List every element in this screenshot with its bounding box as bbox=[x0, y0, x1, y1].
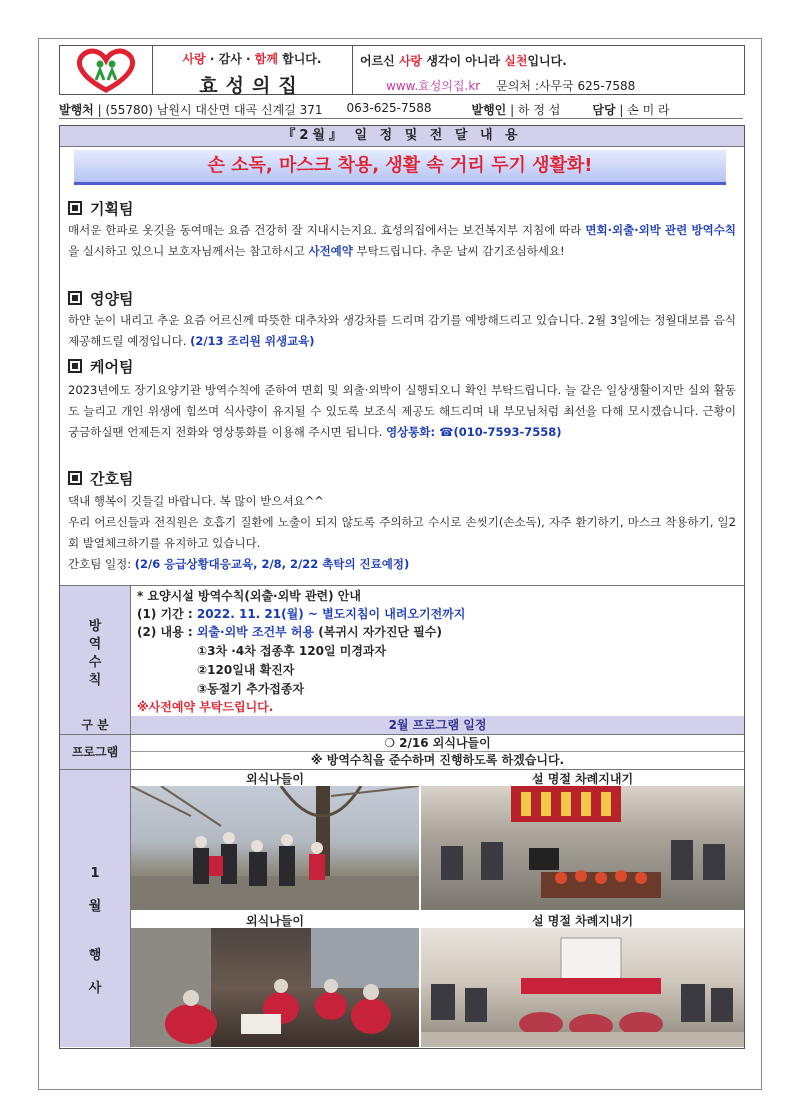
events-label-act: 행 bbox=[88, 948, 102, 963]
text: 매서운 한파로 옷깃을 동여매는 요즘 건강히 잘 지내시는지요. 효성의집에서는 보건복지부 지침에 따라 bbox=[68, 223, 586, 237]
schedule-title: 『2월』 일 정 및 전 달 내 용 bbox=[60, 126, 744, 147]
motto-a: 어르신 bbox=[360, 54, 399, 68]
contact-info: 문의처 :사무국 625-7588 bbox=[496, 79, 636, 93]
text: 2023년에도 장기요양기관 방역수칙에 준하여 면회 및 외출·외박이 실행되오니 확인 부탁드립니다. 늘 같은 일상생활이지만 실외 활동도 늘리고 개인 위생에 힘쓰며 식사량이 유지될 수 있도록 보조식 제공도 해드리며 내 부모님처럼 최선을 다해 모시겠습니다. 근황이 궁금하실땐 언제든지 전화와 영상통화를 이용해 주시면 됩니다. bbox=[68, 383, 736, 439]
slogan-love: 사랑 bbox=[182, 52, 206, 66]
publisher-address: | (55780) 남원시 대산면 대곡 신계길 371 bbox=[93, 103, 323, 117]
rules-label-cell bbox=[60, 585, 131, 717]
square-bullet-icon bbox=[68, 201, 82, 215]
square-bullet-icon bbox=[68, 359, 82, 373]
text: 우리 어르신들과 전직원은 호흡기 질환에 노출이 되지 않도록 주의하고 수시로 손씻기(손소독), 자주 환기하기, 마스크 착용하기, 일2회 발열체크하기를 유지하고 있습니다. bbox=[68, 515, 736, 550]
event-photo-outing-park bbox=[131, 786, 419, 910]
motto bbox=[360, 52, 744, 69]
program-note: ※ 방역수칙을 준수하며 진행하도록 하겠습니다. bbox=[310, 753, 565, 767]
manager-label: 담당 bbox=[592, 103, 616, 117]
team-title: 케어팀 bbox=[90, 358, 134, 376]
team-title: 기획팀 bbox=[90, 200, 134, 218]
team-text-care bbox=[68, 380, 736, 443]
photo-caption: 설 명절 차례지내기 bbox=[531, 914, 634, 928]
text: 을 실시하고 있으니 보호자님께서는 참고하시고 bbox=[68, 244, 309, 258]
org-name: 효성의집 bbox=[199, 75, 305, 97]
rules-label: 방역수칙 bbox=[88, 619, 102, 688]
rules-title: * 요양시설 방역수칙(외출·외박 관련) 안내 bbox=[137, 589, 361, 603]
team-heading-nutrition bbox=[68, 288, 133, 309]
text-highlight: 외출·외박 조건부 허용 bbox=[196, 625, 315, 639]
rules-content bbox=[137, 624, 442, 641]
square-bullet-icon bbox=[68, 291, 82, 305]
publisher-row bbox=[59, 101, 743, 118]
column-label: 구 분 bbox=[60, 716, 131, 735]
manager-name: | 손 미 라 bbox=[615, 103, 670, 117]
text-highlight: (2/13 조리원 위생교육) bbox=[190, 334, 315, 348]
rules-item: ③동절기 추가접종자 bbox=[197, 682, 305, 696]
rules-item: ①3차 ·4차 접종후 120일 미경과자 bbox=[197, 644, 387, 658]
event-photo-new-year-ritual bbox=[421, 786, 744, 910]
motto-e: 입니다. bbox=[527, 54, 567, 68]
text: (2) 내용 : bbox=[137, 625, 197, 639]
event-photo-new-year-bow bbox=[421, 928, 744, 1047]
heart-logo-icon bbox=[60, 46, 152, 94]
team-heading-care bbox=[68, 356, 133, 377]
publisher-label: 발행처 bbox=[59, 103, 94, 117]
text-highlight: 사전예약 bbox=[308, 244, 353, 258]
text: 부탁드립니다. 추운 날씨 감기조심하세요! bbox=[352, 244, 565, 258]
text: 간호팀 일정: bbox=[68, 557, 135, 571]
team-title: 간호팀 bbox=[90, 470, 134, 488]
team-text-nurse bbox=[68, 491, 736, 575]
photo-caption: 설 명절 차례지내기 bbox=[531, 772, 634, 786]
team-heading-nurse bbox=[68, 468, 133, 489]
event-photo-outing-cafe bbox=[131, 928, 419, 1047]
main-content bbox=[59, 125, 745, 1049]
hygiene-banner: 손 소독, 마스크 착용, 생활 속 거리 두기 생활화! bbox=[74, 150, 726, 185]
header bbox=[59, 45, 745, 95]
issuer-label: 발행인 bbox=[471, 103, 507, 117]
issuer-name: | 하 정 섭 bbox=[506, 103, 561, 117]
events-label-unit: 월 bbox=[88, 899, 102, 914]
team-heading-plan bbox=[68, 198, 133, 219]
square-bullet-icon bbox=[68, 471, 82, 485]
slogan-end: 합니다. bbox=[277, 52, 322, 66]
program-title: 2월 프로그램 일정 bbox=[131, 716, 744, 735]
text: 댁내 행복이 깃들길 바랍니다. 복 많이 받으셔요^^ bbox=[68, 494, 324, 508]
motto-b: 사랑 bbox=[398, 54, 423, 68]
motto-d: 실천 bbox=[504, 54, 528, 68]
text: (1) 기간 : bbox=[137, 607, 197, 621]
divider bbox=[59, 118, 743, 119]
team-title: 영양팀 bbox=[90, 290, 134, 308]
team-text-plan bbox=[68, 220, 736, 262]
events-label-month: 1 bbox=[90, 866, 100, 881]
rules-notice: ※사전예약 부탁드립니다. bbox=[137, 700, 274, 714]
text-highlight: 면회·외출·외박 관련 방역수칙 bbox=[585, 223, 736, 237]
slogan-together: 함께 bbox=[254, 52, 278, 66]
events-label-cell bbox=[60, 770, 131, 1047]
website-link[interactable]: www.효성의집.kr bbox=[386, 79, 481, 93]
program-item: ❍ 2/16 외식나들이 bbox=[131, 735, 744, 752]
rules-cell bbox=[131, 585, 744, 717]
text-highlight: 영상통화: ☎(010-7593-7558) bbox=[386, 425, 562, 439]
slogan-gratitude: · 감사 · bbox=[205, 52, 255, 66]
text-highlight: 2022. 11. 21(월) ~ 별도지침이 내려오기전까지 bbox=[196, 607, 466, 621]
program-cell bbox=[131, 735, 744, 770]
slogan bbox=[152, 50, 352, 67]
newsletter-page bbox=[38, 38, 762, 1090]
events-label-sa: 사 bbox=[88, 981, 102, 996]
logo bbox=[60, 46, 153, 94]
publisher-phone: 063-625-7588 bbox=[346, 101, 432, 115]
rules-period bbox=[137, 606, 465, 623]
text-highlight: (2/6 응급상황대응교육, 2/8, 2/22 촉탁의 진료예정) bbox=[134, 557, 410, 571]
events-cell bbox=[131, 770, 744, 1047]
photo-caption: 외식나들이 bbox=[246, 914, 304, 928]
program-label: 프로그램 bbox=[60, 735, 131, 770]
rules-item: ②120일내 확진자 bbox=[197, 663, 295, 677]
motto-c: 생각이 아니라 bbox=[422, 54, 505, 68]
text: (복귀시 자가진단 필수) bbox=[314, 625, 442, 639]
team-text-nutrition bbox=[68, 310, 736, 352]
text: 하얀 눈이 내리고 추운 요즘 어르신께 따뜻한 대추차와 생강차를 드리며 감기를 예방해드리고 있습니다. 2월 3일에는 정월대보름 음식 제공해드릴 예정입니다. bbox=[68, 313, 736, 348]
photo-caption: 외식나들이 bbox=[246, 772, 304, 786]
